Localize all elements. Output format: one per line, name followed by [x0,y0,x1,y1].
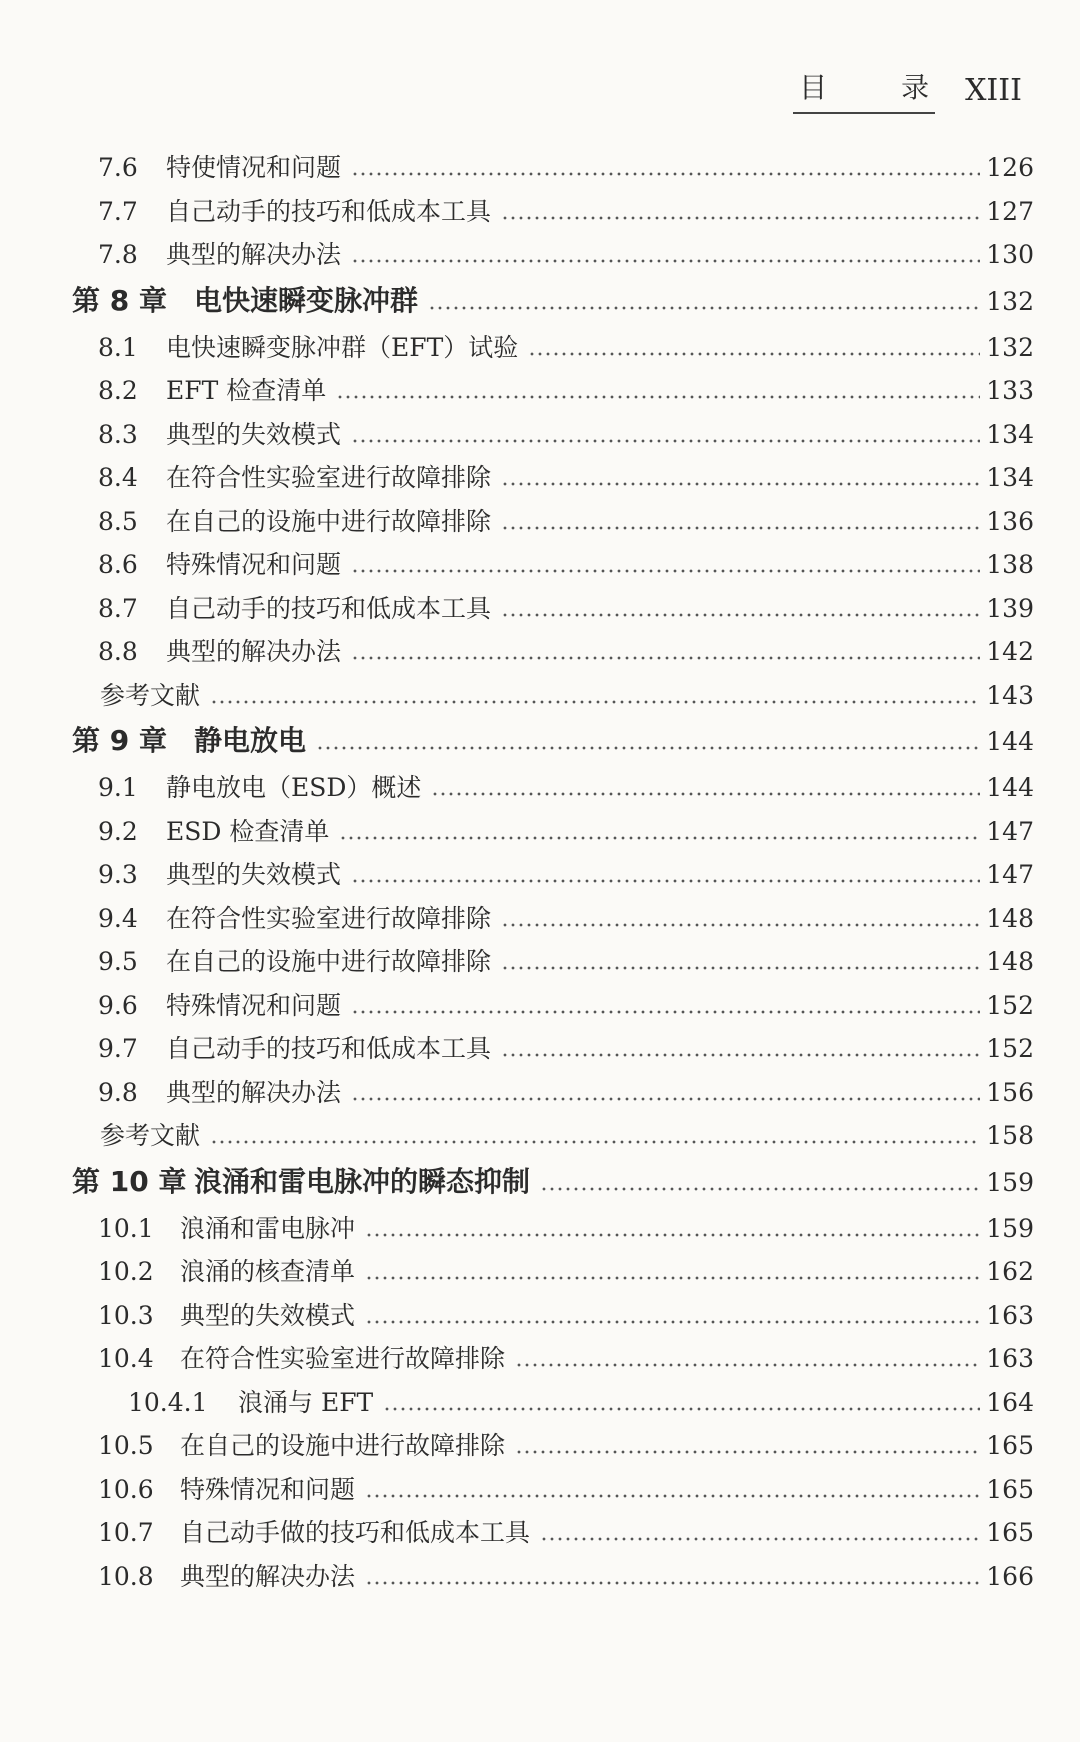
toc-entry-title: 电快速瞬变脉冲群 [194,283,419,317]
toc-entry [72,233,1034,277]
running-header [793,66,1022,114]
dot-leader [351,439,980,443]
toc-entry-page: 162 [986,1257,1034,1286]
dot-leader [540,1187,980,1191]
toc-entry-title: 自己动手做的技巧和低成本工具 [180,1518,531,1547]
dot-leader [365,1233,980,1237]
toc-entry-title: 参考文献 [100,1121,201,1150]
toc-entry-number: 10.4 [98,1344,154,1373]
toc-entry-page: 130 [986,240,1034,269]
toc-entry [72,766,1034,810]
dot-leader [365,1320,980,1324]
toc-entry-page: 166 [986,1561,1034,1591]
toc-entry-title: 在自己的设施中进行故障排除 [166,506,492,536]
toc-entry-number: 10.5 [98,1431,154,1460]
toc-entry-page: 158 [986,1121,1034,1150]
toc-entry-number: 9.1 [98,773,138,802]
toc-entry-title: 浪涌和雷电脉冲 [180,1213,356,1243]
dot-leader [383,1407,980,1411]
toc-entry-number: 9.2 [98,816,138,846]
toc-entry-title: 自己动手的技巧和低成本工具 [166,196,492,226]
toc-entry-page: 147 [986,860,1034,889]
toc-entry-page: 143 [986,680,1034,710]
toc-entry-page: 136 [986,506,1034,536]
toc-entry-number: 8.7 [98,593,138,623]
toc-entry-title: 在符合性实验室进行故障排除 [166,463,492,492]
toc-entry-page: 159 [986,1167,1034,1197]
toc-entry-title: 静电放电（ESD）概述 [166,773,422,802]
dot-leader [501,482,980,486]
dot-leader [210,700,980,704]
toc-entry-page: 159 [986,1213,1034,1243]
dot-leader [210,1140,980,1144]
toc-entry-page: 156 [986,1077,1034,1107]
toc-entry [72,543,1034,587]
toc-entry [72,1071,1034,1115]
dot-leader [365,1581,980,1585]
dot-leader [351,259,980,263]
toc-entry [72,1158,1034,1207]
toc-entry [72,413,1034,457]
toc-entry-number: 9.5 [98,947,138,976]
toc-entry-title: 典型的解决办法 [180,1561,356,1591]
toc-entry-title: 在符合性实验室进行故障排除 [166,903,492,933]
toc-entry-number: 10.7 [98,1518,154,1547]
toc-entry [72,326,1034,370]
toc-entry [72,587,1034,631]
toc-entry-page: 127 [986,196,1034,226]
dot-leader [351,569,980,573]
dot-leader [351,1097,980,1101]
toc-entry-number: 第 8 章 [72,283,167,317]
toc-entry-number: 9.8 [98,1077,138,1107]
toc-entry-number: 8.4 [98,463,138,492]
toc-entry-title: 浪涌与 EFT [238,1387,374,1417]
toc-entry-title: 典型的失效模式 [166,860,342,889]
header-page-number: XIII [965,73,1022,108]
toc-entry-page: 138 [986,550,1034,579]
toc-entry-title: 静电放电 [194,724,307,757]
toc-entry-page: 163 [986,1300,1034,1330]
toc-entry [72,853,1034,897]
toc-entry [72,1337,1034,1381]
toc-entry-page: 152 [986,990,1034,1020]
toc-entry-page: 144 [986,727,1034,756]
dot-leader [540,1537,980,1541]
table-of-contents [72,146,1034,1598]
dot-leader [365,1276,980,1280]
toc-entry-number: 8.1 [98,332,138,362]
toc-entry-page: 165 [986,1431,1034,1460]
toc-entry-number: 7.8 [98,240,138,269]
toc-entry-page: 134 [986,419,1034,449]
dot-leader [351,1010,980,1014]
toc-entry-number: 8.2 [98,376,138,405]
toc-entry-number: 9.4 [98,903,138,933]
dot-leader [351,879,980,883]
toc-entry-page: 132 [986,286,1034,316]
toc-entry-page: 134 [986,463,1034,492]
toc-entry-title: 浪涌的核查清单 [180,1257,356,1286]
toc-entry-title: 浪涌和雷电脉冲的瞬态抑制 [194,1164,531,1198]
toc-entry-title: 典型的失效模式 [180,1300,356,1330]
toc-entry-title: 自己动手的技巧和低成本工具 [166,593,492,623]
toc-entry-title: EFT 检查清单 [166,376,327,405]
dot-leader [501,1053,980,1057]
dot-leader [515,1450,980,1454]
toc-entry-title: 典型的解决办法 [166,240,342,269]
dot-leader [428,306,980,310]
dot-leader [528,352,980,356]
toc-entry-page: 133 [986,376,1034,405]
toc-entry [72,1250,1034,1294]
toc-entry [72,897,1034,941]
dot-leader [351,656,980,660]
toc-entry-title: 典型的失效模式 [166,419,342,449]
dot-leader [339,836,980,840]
toc-entry [72,1555,1034,1599]
toc-entry [72,456,1034,500]
dot-leader [501,526,980,530]
dot-leader [515,1363,980,1367]
toc-entry [72,940,1034,984]
toc-entry [72,1381,1034,1425]
toc-entry-title: 典型的解决办法 [166,637,342,666]
toc-entry [72,277,1034,326]
toc-entry-page: 139 [986,593,1034,623]
toc-entry-title: 特殊情况和问题 [166,550,342,579]
toc-entry [72,1207,1034,1251]
toc-entry-number: 8.8 [98,637,138,666]
dot-leader [501,923,980,927]
dot-leader [365,1494,980,1498]
toc-entry [72,984,1034,1028]
dot-leader [501,966,980,970]
toc-entry [72,369,1034,413]
toc-entry-page: 164 [986,1387,1034,1417]
toc-entry-number: 8.6 [98,550,138,579]
toc-entry-page: 152 [986,1034,1034,1063]
toc-entry [72,1511,1034,1555]
toc-entry [72,1114,1034,1158]
header-title-left: 目 [799,71,828,104]
toc-entry-number: 7.7 [98,196,138,226]
toc-entry [72,190,1034,234]
toc-entry-number: 8.3 [98,419,138,449]
dot-leader [336,395,980,399]
toc-entry [72,1468,1034,1512]
toc-entry [72,674,1034,718]
toc-entry-title: 自己动手的技巧和低成本工具 [166,1034,492,1063]
toc-entry-number: 第 9 章 [72,724,167,757]
toc-entry-title: 特使情况和问题 [166,153,342,182]
dot-leader [316,746,980,750]
toc-entry-number: 10.4.1 [128,1387,208,1417]
toc-entry-title: 在符合性实验室进行故障排除 [180,1344,506,1373]
toc-entry-title: 典型的解决办法 [166,1077,342,1107]
dot-leader [351,172,980,176]
toc-entry-page: 165 [986,1474,1034,1504]
toc-entry-page: 147 [986,816,1034,846]
toc-entry-number: 第 10 章 [72,1164,187,1198]
toc-entry-title: 电快速瞬变脉冲群（EFT）试验 [166,332,519,362]
dot-leader [501,216,980,220]
toc-entry-number: 9.3 [98,860,138,889]
toc-entry-page: 163 [986,1344,1034,1373]
toc-entry-number: 10.1 [98,1213,154,1243]
toc-entry-number: 10.6 [98,1474,154,1504]
toc-entry-title: 在自己的设施中进行故障排除 [166,947,492,976]
header-title-right: 录 [901,71,930,104]
toc-entry-title: 特殊情况和问题 [166,990,342,1020]
toc-entry [72,1027,1034,1071]
toc-entry [72,1294,1034,1338]
toc-entry-title: ESD 检查清单 [166,816,330,846]
toc-entry-title: 在自己的设施中进行故障排除 [180,1431,506,1460]
toc-entry [72,500,1034,544]
toc-entry [72,146,1034,190]
dot-leader [501,613,980,617]
toc-entry [72,1424,1034,1468]
toc-entry-page: 144 [986,773,1034,802]
toc-entry-number: 9.7 [98,1034,138,1063]
toc-entry-title: 参考文献 [100,680,201,710]
toc-entry-page: 126 [986,153,1034,182]
toc-entry-number: 10.2 [98,1257,154,1286]
toc-entry-number: 10.8 [98,1561,154,1591]
toc-entry-page: 165 [986,1518,1034,1547]
toc-entry [72,810,1034,854]
toc-entry-title: 特殊情况和问题 [180,1474,356,1504]
toc-entry-number: 10.3 [98,1300,154,1330]
toc-entry-number: 9.6 [98,990,138,1020]
toc-entry-page: 132 [986,332,1034,362]
toc-entry-number: 7.6 [98,153,138,182]
toc-entry-number: 8.5 [98,506,138,536]
toc-entry [72,717,1034,766]
toc-entry-page: 148 [986,947,1034,976]
toc-entry-page: 142 [986,637,1034,666]
toc-entry [72,630,1034,674]
header-title [793,66,935,114]
toc-entry-page: 148 [986,903,1034,933]
dot-leader [431,792,980,796]
